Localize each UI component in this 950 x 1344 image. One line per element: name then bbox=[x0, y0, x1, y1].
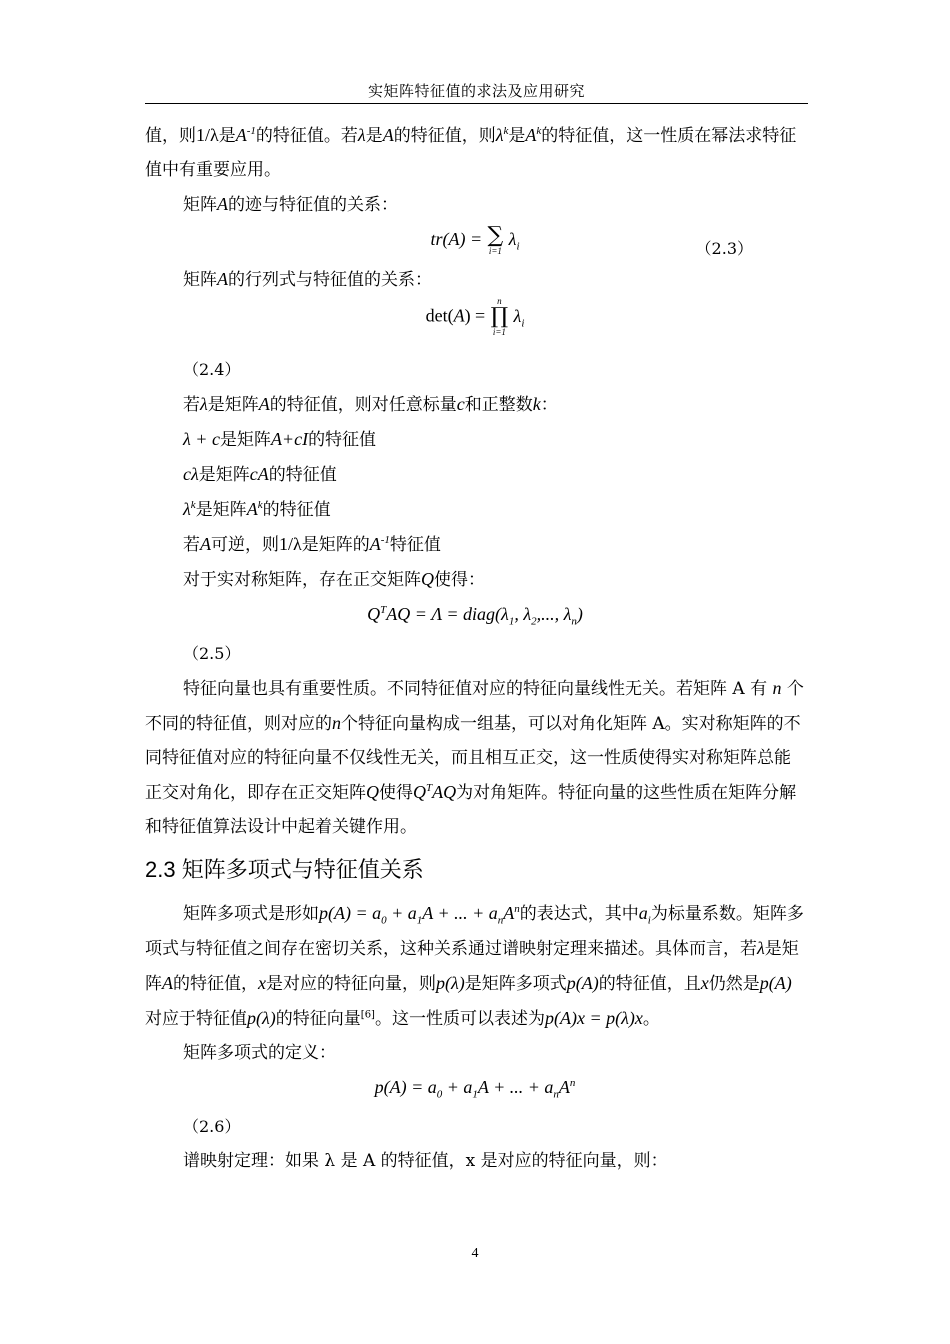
math-inline: 1/λ bbox=[196, 125, 219, 145]
equation-2-6 bbox=[145, 1070, 805, 1110]
paragraph-inverse-power bbox=[145, 118, 805, 187]
equation-term: $\lambda_i$ bbox=[513, 305, 525, 330]
page-number: 4 bbox=[471, 1246, 479, 1261]
header-rule bbox=[145, 103, 808, 104]
trace-intro: 矩阵A的迹与特征值的关系： bbox=[183, 194, 398, 215]
property-inverse: 若A可逆，则1/λ是矩阵的$A^{-1}$特征值 bbox=[183, 534, 441, 555]
equation-lhs: det(A) = bbox=[425, 305, 486, 326]
equation-number: （2.6） bbox=[183, 1117, 241, 1136]
det-intro: 矩阵A的行列式与特征值的关系： bbox=[183, 269, 432, 290]
spectral-mapping-theorem: 谱映射定理：如果 λ 是 A 的特征值，x 是对应的特征向量，则： bbox=[183, 1151, 668, 1171]
polynomial-def-intro: 矩阵多项式的定义： bbox=[183, 1043, 336, 1063]
equation-number: （2.5） bbox=[183, 644, 241, 663]
math-inline: $A^{-1}$ bbox=[235, 125, 256, 145]
paragraph-eigenvectors: 特征向量也具有重要性质。不同特征值对应的特征向量线性无关。若矩阵 A 有 n 个不同的特征值，则对应的n个特征向量构成一组基，可以对角化矩阵 A。实对称矩阵的不同特征值对应的特征向量不仅线性无关，而且相互正交，这一性质使得实对称矩阵总能正交对角化，即存在正交矩阵Q使得$Q^TAQ$为对角矩阵。特征向量的这些性质在矩阵分解和特征值算法设计中起着关键作用。 bbox=[145, 678, 804, 837]
text: 是 bbox=[508, 126, 526, 146]
sum-operator: ∑ i=1 bbox=[487, 223, 504, 256]
equation-body: $p(A) = a_0 + a_1A$ + ... + $a_nA^n$ bbox=[374, 1077, 576, 1101]
text: 的特征值。若 bbox=[255, 126, 358, 146]
property-power: $\lambda^k$是矩阵$A^k$的特征值 bbox=[183, 499, 331, 520]
equation-lhs: tr(A) = bbox=[430, 229, 483, 249]
equation-2-3 bbox=[145, 222, 805, 262]
text: 是 bbox=[365, 126, 383, 146]
equation-number: （2.4） bbox=[183, 360, 241, 379]
equation-2-4 bbox=[145, 297, 805, 353]
running-header: 实矩阵特征值的求法及应用研究 bbox=[367, 82, 585, 100]
math-inline: $A^k$ bbox=[525, 125, 542, 145]
equation-body: $Q^TAQ = \Lambda$ = $diag(\lambda_1$, $\lambda_2$,..., $\lambda_n$) bbox=[367, 604, 583, 628]
text: 是 bbox=[218, 126, 236, 146]
page-body bbox=[145, 118, 805, 1178]
paragraph-matrix-polynomial: 矩阵多项式是形如$p(A) = a_0 + a_1A$ + ... + $a_nA^n$的表达式，其中$a_i$为标量系数。矩阵多项式与特征值之间存在密切关系，这种关系通过谱映射定理来描述。具体而言，若λ是矩阵A的特征值，x是对应的特征向量，则p(λ)是矩阵多项式p(A)的特征值，且x仍然是p(A)对应于特征值p(λ)的特征向量[6]。这一性质可以表述为p(A)x = p(λ)x。 bbox=[145, 903, 804, 1029]
property-intro: 若λ是矩阵A的特征值，则对任意标量c和正整数k： bbox=[183, 394, 558, 415]
equation-2-5 bbox=[145, 597, 805, 637]
property-scale: cλ是矩阵cA的特征值 bbox=[183, 464, 337, 485]
property-shift: λ + c是矩阵A+cI的特征值 bbox=[183, 429, 377, 450]
text: 的特征值，这一性质在幂法求特征值中有重要应用。 bbox=[145, 126, 797, 180]
math-inline: λ bbox=[357, 125, 366, 145]
citation[interactable]: [6] bbox=[360, 1009, 375, 1021]
math-inline: A bbox=[382, 125, 394, 145]
text: 值，则 bbox=[145, 126, 196, 146]
section-heading: 2.3 矩阵多项式与特征值关系 bbox=[145, 857, 424, 882]
product-operator: n ∏ i=1 bbox=[490, 296, 509, 337]
equation-term: $\lambda_i$ bbox=[508, 229, 520, 253]
equation-number: （2.3） bbox=[695, 239, 753, 258]
math-inline: $\lambda^k$ bbox=[495, 125, 509, 145]
symmetric-intro: 对于实对称矩阵，存在正交矩阵Q使得： bbox=[183, 569, 485, 590]
text: 的特征值，则 bbox=[393, 126, 496, 146]
